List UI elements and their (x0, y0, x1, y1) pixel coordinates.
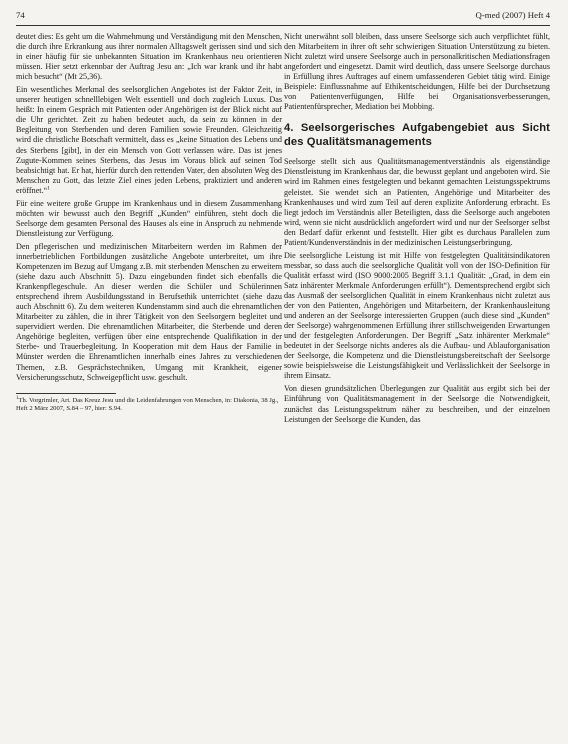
paragraph: Für eine weitere große Gruppe im Krankenhaus und in diesem Zusammenhang möchten wir bewusst auch den Begriff „Kunden“ einführen, steht doch die Seelsorge dem gesamten Personal des Hauses als eine in Anspruch zu nehmende Dienstleistung zur Verfügung. (16, 198, 282, 238)
footnote-ref: 1 (47, 184, 50, 191)
running-header (16, 10, 550, 22)
paragraph: Von diesen grundsätzlichen Überlegungen zur Qualität aus ergibt sich bei der Einführung von Qualitätsmanagement in der Seelsorge die Notwendigkeit, zunächst das Leistungsspektrum näher zu beschreiben, und der einzelnen Leistungen der Seelsorge die Kunden, das (284, 384, 550, 424)
header-rule (16, 25, 550, 26)
right-column (284, 32, 550, 428)
paragraph-text: Ein wesentliches Merkmal des seelsorglichen Angebotes ist der Faktor Zeit, in unserer heutigen schnelllebigen Welt essentiell und doch zugleich Luxus. Das heißt: In einem Gespräch mit Patienten oder Angehörigen ist der Blick nicht auf die Uhr gerichtet. Zeit zu haben bedeutet auch, da sein zu können in der Begleitung von Sterbenden und deren Familien sowie Freunden. Gleichzeitig wird die christliche Botschaft vermittelt, dass es „keine Situation des Lebens und des Sterbens [gibt], in der ein Mensch von Gott verlassen wäre. Das ist jenes Zugute-Kommen seines Sterbens, das Jesus im Voraus blick auf seinen Tod beabsichtigt hat. Er hat, hierfür durch den rettenden Vater, den absoluten Weg des Menschen zu Gott, das letzte Ziel eines jeden Lebens, praktiziert und anderen eröffnet.“ (16, 85, 282, 195)
section-heading: 4. Seelsorgerisches Aufgabengebiet aus Sicht des Qualitätsmanagements (284, 122, 550, 148)
footnote-number: 1 (16, 395, 19, 401)
footnote-rule (16, 393, 116, 394)
paragraph: Die seelsorgliche Leistung ist mit Hilfe von festgelegten Qualitätsindikatoren messbar, so dass auch die seelsorgliche Qualität voll von der ISO-Definition für Qualität erfasst wird (ISO 9000:2005 Begriff 3.1.1 Qualität: „Grad, in dem ein Satz inhärenter Merkmale Anforderungen erfüllt“). Dementsprechend ergibt sich das Ausmaß der seelsorglichen Qualität in einem Krankenhaus nicht zuletzt aus der von den Patienten, Angehörigen und Mitarbeitern, der Krankenhausleitung und anderen an der Seelsorge interessierten Gruppen (auch diese sind „Kunden“ der Seelsorge) wahrgenommenen Erfüllung ihrer stillschweigenden Erwartungen und der festgelegten Anforderungen. Der Begriff „Satz inhärenter Merkmale“ bedeutet in der Seelsorge nichts anderes als die Aufbau- und Ablauforganisation der Seelsorge, die Kompetenz und die Dienstleistungsbereitschaft der Seelsorge sowie beispielsweise die Leistungsfähigkeit und Verlässlichkeit der Seelsorge in ihrem Einsatz. (284, 250, 550, 381)
footnote-text: Th. Vorgrimler, Art. Das Kreuz Jesu und die Leidenfahrungen von Menschen, in: Diakonia, 38 Jg., Heft 2 März 2007, S.84 – 97, hier: S.94. (16, 396, 279, 412)
journal-title: Q-med (2007) Heft 4 (475, 10, 550, 20)
paragraph (16, 85, 282, 196)
page-number: 74 (16, 10, 25, 20)
left-column (16, 32, 282, 413)
footnote (16, 397, 282, 413)
paragraph: Seelsorge stellt sich aus Qualitätsmanagementverständnis als eigenständige Dienstleistung im Krankenhaus dar, die bewusst geplant und angeboten wird. Sie wird im Rahmen eines festgelegten und bekannt gemachten Leistungsspektrums geleistet. Sie wendet sich an Patienten, Angehörige und Mitarbeiter des Krankenhauses und wird zum Teil auf deren explizite Anforderung erbracht. Es liegt jedoch im Verständnis aller Beteiligten, dass die Seelsorge auch angeboten wird, wenn sie nicht ausdrücklich angefordert wird und nur der Seelsorger selbst den Bedarf dafür erkennt und feststellt. Hier gibt es durchaus Parallelen zum Patient/Kundenverständnis in der medizinischen Leistungserbringung. (284, 157, 550, 247)
paragraph: deutet dies: Es geht um die Wahrnehmung und Verständigung mit den Menschen, die durch ihre Erkrankung aus ihrer normalen Alltagswelt gerissen sind und sich in einer häufig für sie unbekannten Situation im Krankenhaus neu orientieren müssen. Hier setzt erkennbar der Auftrag Jesu an: „Ich war krank und ihr habt mich besucht“ (Mt 25,36). (16, 32, 282, 82)
paragraph: Den pflegerischen und medizinischen Mitarbeitern werden im Rahmen der innerbetrieblichen Fortbildungen zusätzliche Angebote unterbreitet, um ihre Kompetenzen im Bezug auf Umgang z.B. mit sterbenden Menschen zu erweitern (siehe dazu auch Abschnitt 5). Dazu eingebunden findet sich ebenfalls die Krankenpflegeschule. An dieser werden die Schüler und Schülerinnen entsprechend ihrem Ausbildungsstand in Berufsethik unterrichtet (siehe dazu auch Abschnitt 6). Zu dem weiteren Kundenstamm sind auch die ehrenamtlichen Mitarbeiter zu zählen, die in ihrer Tätigkeit von den Seelsorgern begleitet und supervidiert werden. Die ehrenamtlichen Mitarbeiter, die Sterbende und deren Angehörige begleiten, verfügen über eine entsprechende Qualifikation in der Sterbe- und Trauerbegleitung. In Kooperation mit dem Haus der Familie in Münster werden die Ehrenamtlichen innerhalb eines Jahres zu verschiedenen Themen, z.B. Gesprächstechniken, Umgang mit Krankheit, eigener Versicherungsschutz, Schweigepflicht usw. geschult. (16, 241, 282, 382)
paragraph: Nicht unerwähnt soll bleiben, dass unsere Seelsorge sich auch verpflichtet fühlt, den Mitarbeitern in ihrer oft sehr schwierigen Situation Unterstützung zu bieten. Nicht zuletzt wird unsere Seelsorge auch in personalkritischen Mediationsfragen angefordert und eingesetzt. Damit wird deutlich, dass unsere Seelsorge durchaus in Erfüllung ihres Auftrages auf einem umfassenderen Gebiet tätig wird. Einige Beispiele: Einflussnahme auf Ethikentscheidungen, Hilfe bei der Durchsetzung von Patientenverfügungen, Hilfe bei Organisationsverbesserungen, Patientenfürsprecher, Mediation bei Mobbing. (284, 32, 550, 112)
